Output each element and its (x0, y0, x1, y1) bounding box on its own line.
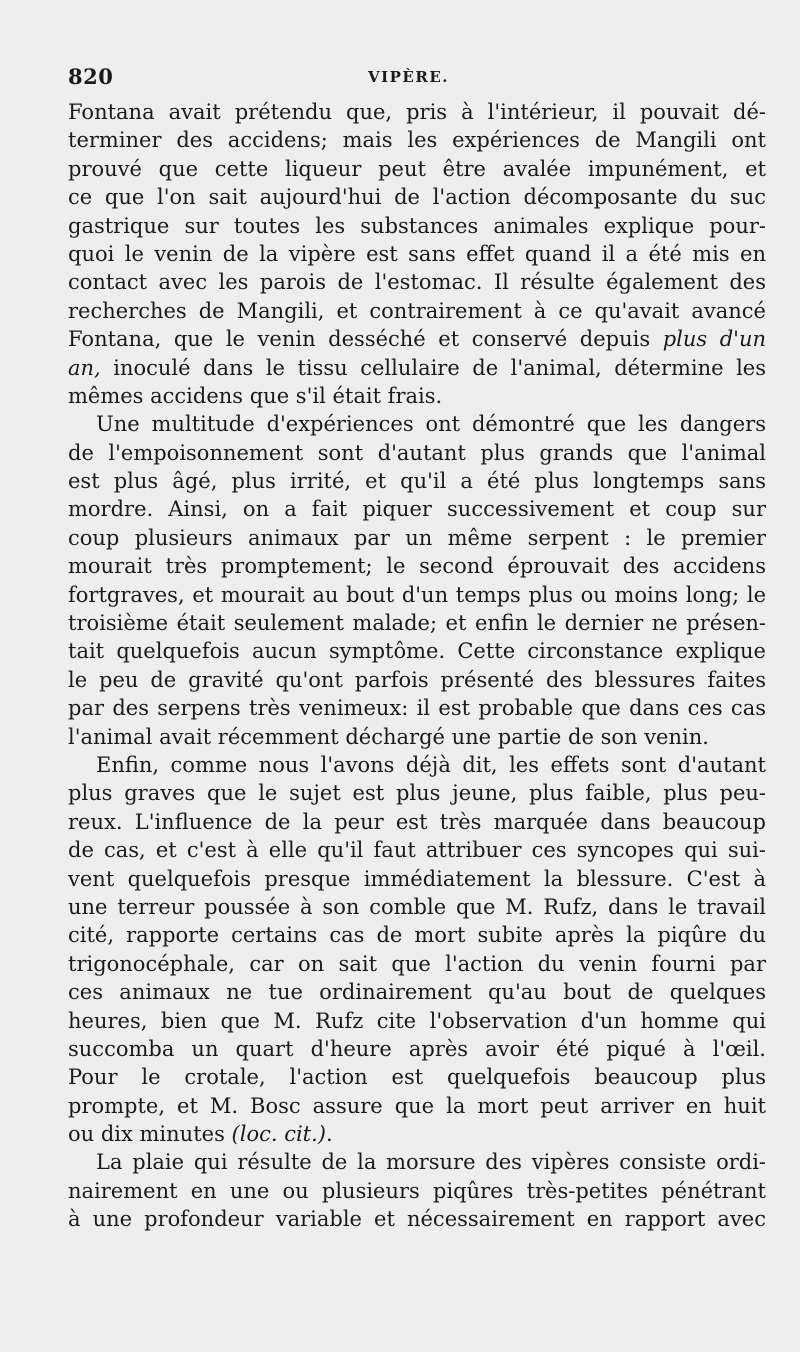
text-line: l'animal avait récemment déchargé une partie de son venin. (68, 724, 709, 749)
text-line: prouvé que cette liqueur peut être avalée impunément, et (68, 156, 766, 181)
text-line: à une profondeur variable et nécessairement en rapport avec (68, 1207, 766, 1232)
text-line: le peu de gravité qu'ont parfois présenté des blessures faites (68, 667, 766, 692)
text-line: nairement en une ou plusieurs piqûres très-petites pénétrant (68, 1178, 766, 1203)
text-line: fortgraves, et mourait au bout d'un temps plus ou moins long; le (68, 582, 766, 607)
text-line: ou dix minutes (loc. cit.). (68, 1122, 333, 1147)
page-number: 820 (68, 64, 114, 89)
text-line: tait quelquefois aucun symptôme. Cette circonstance explique (68, 639, 766, 664)
running-title: VIPÈRE. (368, 68, 449, 86)
paragraph-2 (68, 410, 766, 751)
text-line: de cas, et c'est à elle qu'il faut attribuer ces syncopes qui sui- (68, 838, 766, 863)
text-line: une terreur poussée à son comble que M. Rufz, dans le travail (68, 894, 766, 919)
text-line: reux. L'influence de la peur est très marquée dans beaucoup (68, 809, 766, 834)
paragraph-3 (68, 751, 766, 1148)
text-line: succomba un quart d'heure après avoir été piqué à l'œil. (68, 1036, 766, 1061)
text-line: Enfin, comme nous l'avons déjà dit, les effets sont d'autant (96, 752, 766, 777)
text-line: vent quelquefois presque immédiatement la blessure. C'est à (68, 866, 766, 891)
text-line: ce que l'on sait aujourd'hui de l'action décomposante du suc (68, 185, 766, 210)
text-line: de l'empoisonnement sont d'autant plus grands que l'animal (68, 440, 766, 465)
text-line: mêmes accidens que s'il était frais. (68, 383, 443, 408)
text-line: terminer des accidens; mais les expériences de Mangili ont (68, 128, 766, 153)
text-line: quoi le venin de la vipère est sans effet quand il a été mis en (68, 241, 766, 266)
paragraph-4 (68, 1148, 766, 1233)
text-line: an, inoculé dans le tissu cellulaire de l'animal, détermine les (68, 355, 766, 380)
text-line: troisième était seulement malade; et enfin le dernier ne présen- (68, 611, 766, 636)
text-line: trigonocéphale, car on sait que l'action du venin fourni par (68, 951, 766, 976)
text-line: Fontana, que le venin desséché et conservé depuis plus d'un (68, 327, 766, 352)
paragraph-1 (68, 98, 766, 410)
body-text (68, 98, 766, 1234)
text-line: mordre. Ainsi, on a fait piquer successivement et coup sur (68, 497, 766, 522)
text-line: est plus âgé, plus irrité, et qu'il a été plus longtemps sans (68, 469, 766, 494)
italic-phrase: plus d'un (662, 327, 766, 352)
text-line: prompte, et M. Bosc assure que la mort peut arriver en huit (68, 1093, 766, 1118)
italic-phrase: (loc. cit.) (231, 1122, 326, 1147)
text-line: heures, bien que M. Rufz cite l'observation d'un homme qui (68, 1008, 766, 1033)
text-line: recherches de Mangili, et contrairement à ce qu'avait avancé (68, 298, 766, 323)
text-line: contact avec les parois de l'estomac. Il résulte également des (68, 270, 766, 295)
text-line: coup plusieurs animaux par un même serpent : le premier (68, 525, 766, 550)
text-line: ces animaux ne tue ordinairement qu'au bout de quelques (68, 980, 766, 1005)
running-head (68, 58, 764, 98)
text-line: Une multitude d'expériences ont démontré que les dangers (96, 412, 766, 437)
text-line: Pour le crotale, l'action est quelquefois beaucoup plus (68, 1065, 766, 1090)
text-line: plus graves que le sujet est plus jeune, plus faible, plus peu- (68, 781, 766, 806)
italic-phrase: an, (68, 355, 101, 380)
text-line: par des serpens très venimeux: il est probable que dans ces cas (68, 696, 766, 721)
text-line: gastrique sur toutes les substances animales explique pour- (68, 213, 766, 238)
text-line: Fontana avait prétendu que, pris à l'intérieur, il pouvait dé- (68, 100, 766, 124)
text-line: mourait très promptement; le second éprouvait des accidens (68, 554, 766, 579)
text-line: La plaie qui résulte de la morsure des vipères consiste ordi- (96, 1150, 766, 1175)
text-line: cité, rapporte certains cas de mort subite après la piqûre du (68, 923, 766, 948)
